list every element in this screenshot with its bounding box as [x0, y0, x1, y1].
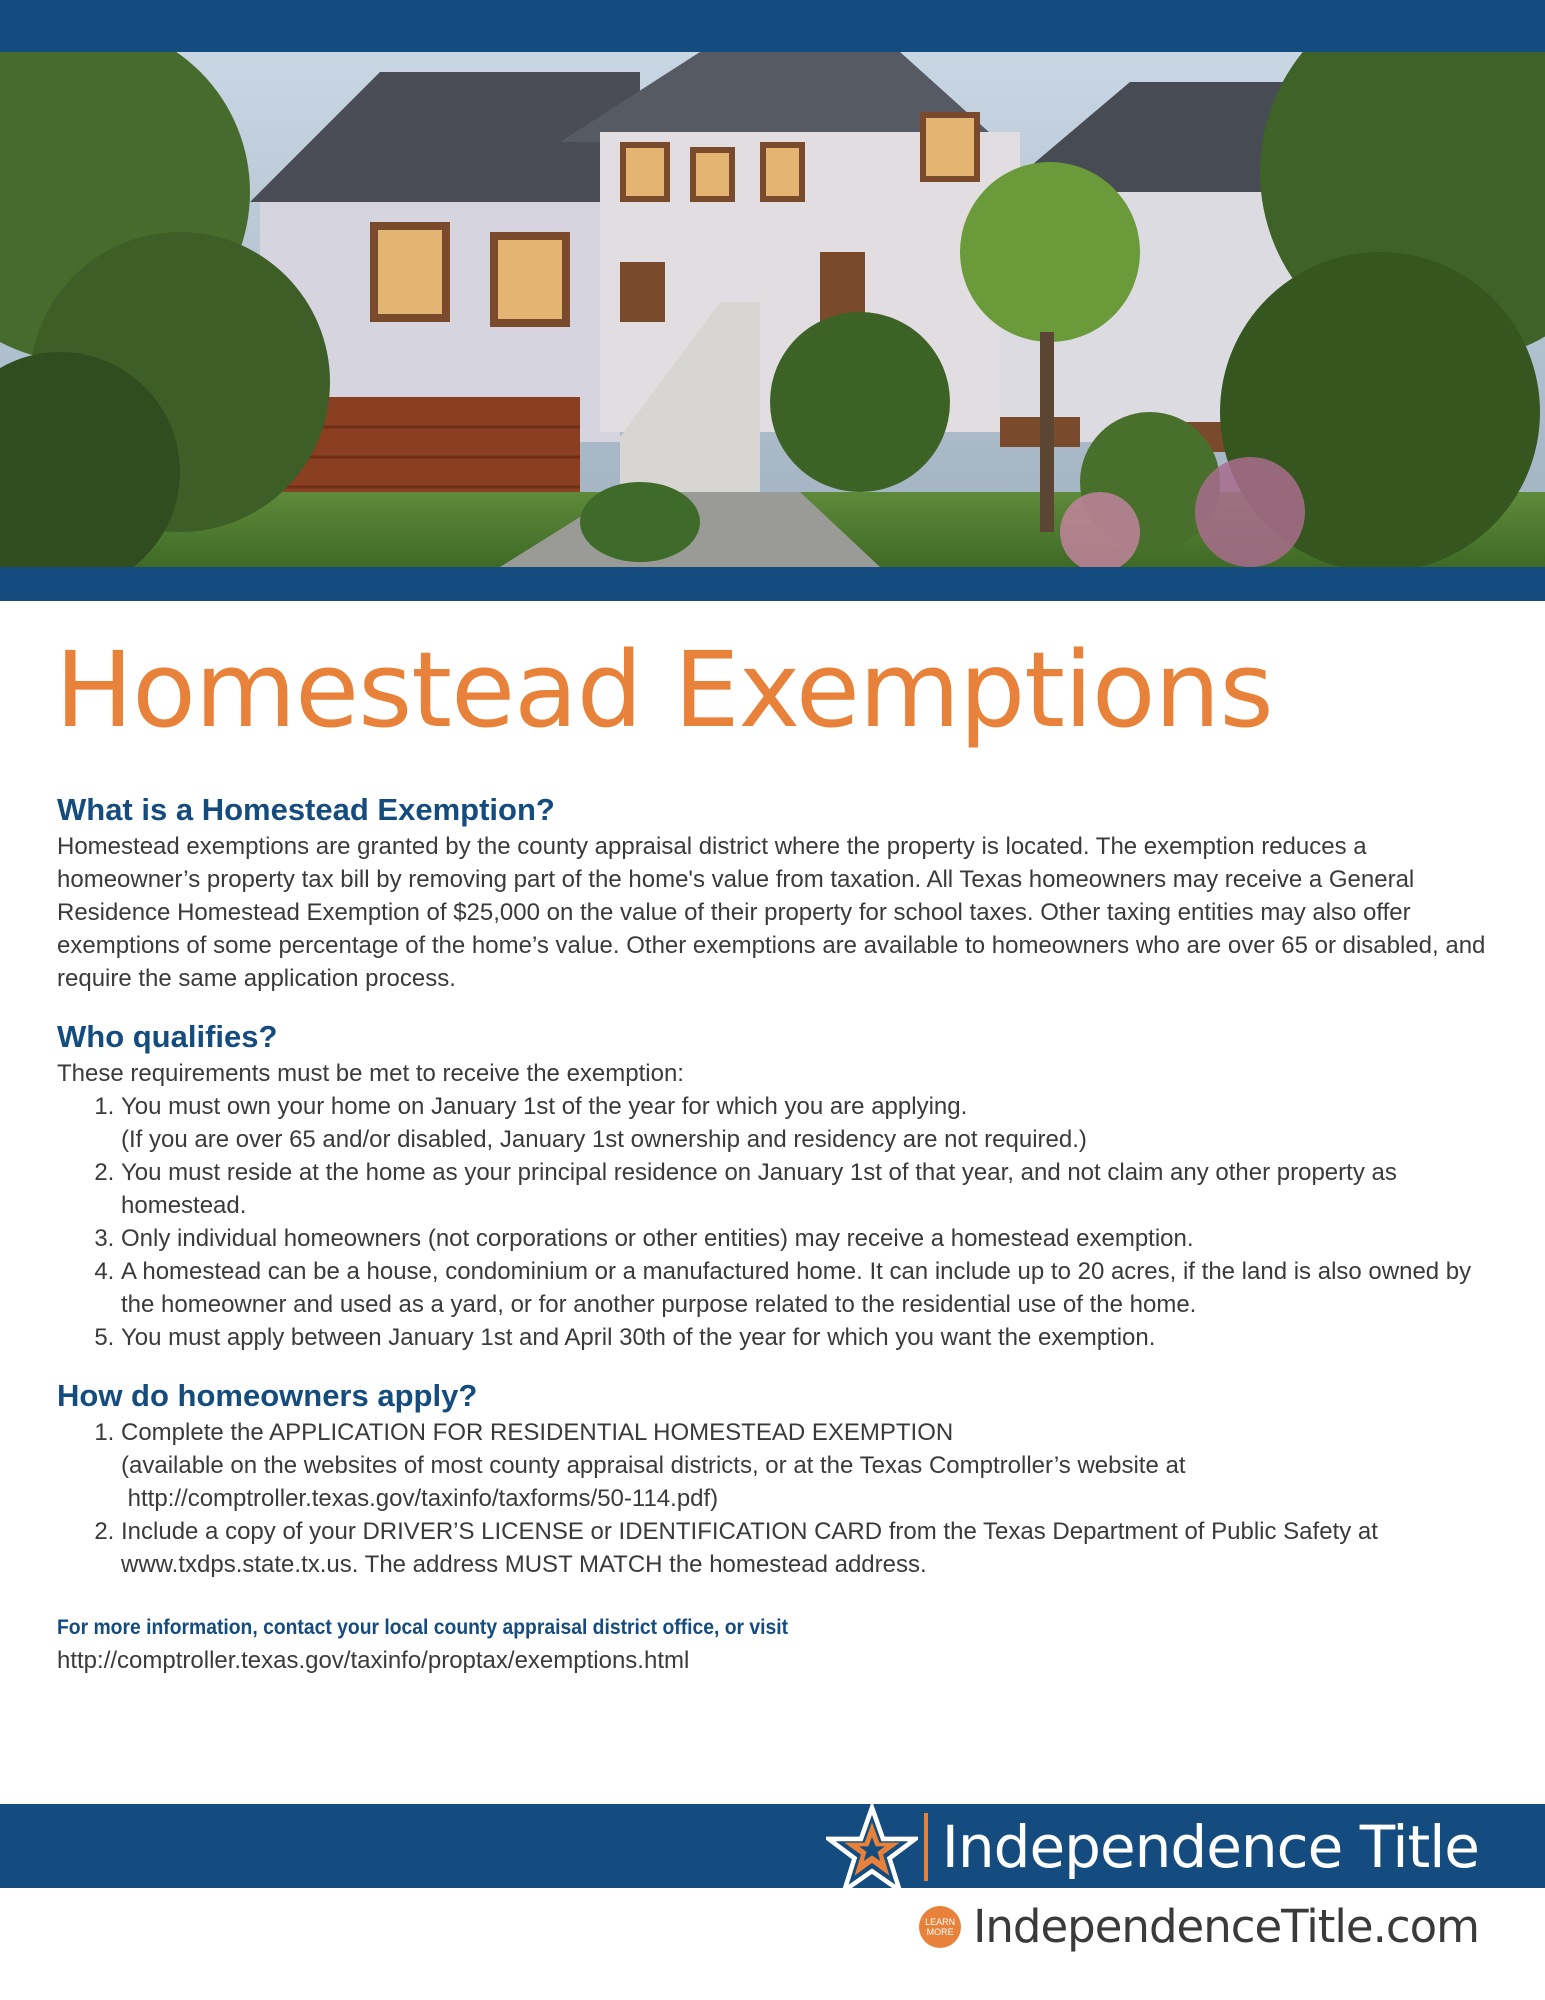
- section-how: [57, 1376, 1497, 1581]
- heading-what: What is a Homestead Exemption?: [57, 792, 555, 827]
- section-what: [57, 790, 1497, 995]
- top-bar: [0, 0, 1545, 52]
- heading-how: How do homeowners apply?: [57, 1378, 478, 1413]
- list-item: 5. You must apply between January 1st and April 30th of the year for which you want the exemption.: [121, 1321, 1497, 1354]
- list-item: 4. A homestead can be a house, condominium or a manufactured home. It can include up to 20 acres, if the land is also owned by the homeowner and used as a yard, or for another purpose related to the residential use of the home.: [121, 1255, 1497, 1321]
- heading-who: Who qualifies?: [57, 1019, 278, 1054]
- website-url[interactable]: IndependenceTitle.com: [973, 1900, 1479, 1953]
- brand-logo[interactable]: [826, 1812, 1479, 1882]
- contact-block: [57, 1611, 1497, 1677]
- contact-url-link[interactable]: http://comptroller.texas.gov/taxinfo/proptax/exemptions.html: [57, 1647, 690, 1674]
- brand-name: Independence Title: [941, 1813, 1479, 1881]
- section-who: [57, 1017, 1497, 1354]
- page-title: Homestead Exemptions: [55, 629, 1273, 751]
- brand-divider: [924, 1813, 928, 1881]
- star-icon: [826, 1804, 918, 1896]
- who-list: [57, 1090, 1497, 1354]
- list-item: 3. Only individual homeowners (not corporations or other entities) may receive a homestead exemption.: [121, 1222, 1497, 1255]
- divider-bar: [0, 567, 1545, 601]
- contact-heading: For more information, contact your local county appraisal district office, or visit: [57, 1616, 789, 1639]
- main-content: [57, 790, 1497, 1677]
- website-link[interactable]: [919, 1900, 1479, 1953]
- how-list: [57, 1416, 1497, 1581]
- list-item: 2. You must reside at the home as your principal residence on January 1st of that year, and not claim any other property as homestead.: [121, 1156, 1497, 1222]
- hero-house-photo: [0, 52, 1545, 567]
- house-photo-icon: [0, 52, 1545, 567]
- who-intro: These requirements must be met to receive the exemption:: [57, 1060, 684, 1087]
- learn-more-badge[interactable]: LEARN MORE: [919, 1906, 961, 1948]
- what-body: Homestead exemptions are granted by the county appraisal district where the property is located. The exemption reduces a homeowner’s property tax bill by removing part of the home's value from taxation. All Texas homeowners may receive a General Residence Homestead Exemption of $25,000 on the value of their property for school taxes. Other taxing entities may also offer exemptions of some percentage of the home’s value. Other exemptions are available to homeowners who are over 65 or disabled, and require the same application process.: [57, 833, 1486, 992]
- list-item: 1. You must own your home on January 1st of the year for which you are applying. (If you are over 65 and/or disabled, January 1st ownership and residency are not required.): [121, 1090, 1497, 1156]
- list-item: 1. Complete the APPLICATION FOR RESIDENTIAL HOMESTEAD EXEMPTION (available on the websites of most county appraisal districts, or at the Texas Comptroller’s website at http://comptroller.texas.gov/taxinfo/taxforms/50-114.pdf): [121, 1416, 1497, 1515]
- list-item: 2. Include a copy of your DRIVER’S LICENSE or IDENTIFICATION CARD from the Texas Department of Public Safety at www.txdps.state.tx.us. The address MUST MATCH the homestead address.: [121, 1515, 1497, 1581]
